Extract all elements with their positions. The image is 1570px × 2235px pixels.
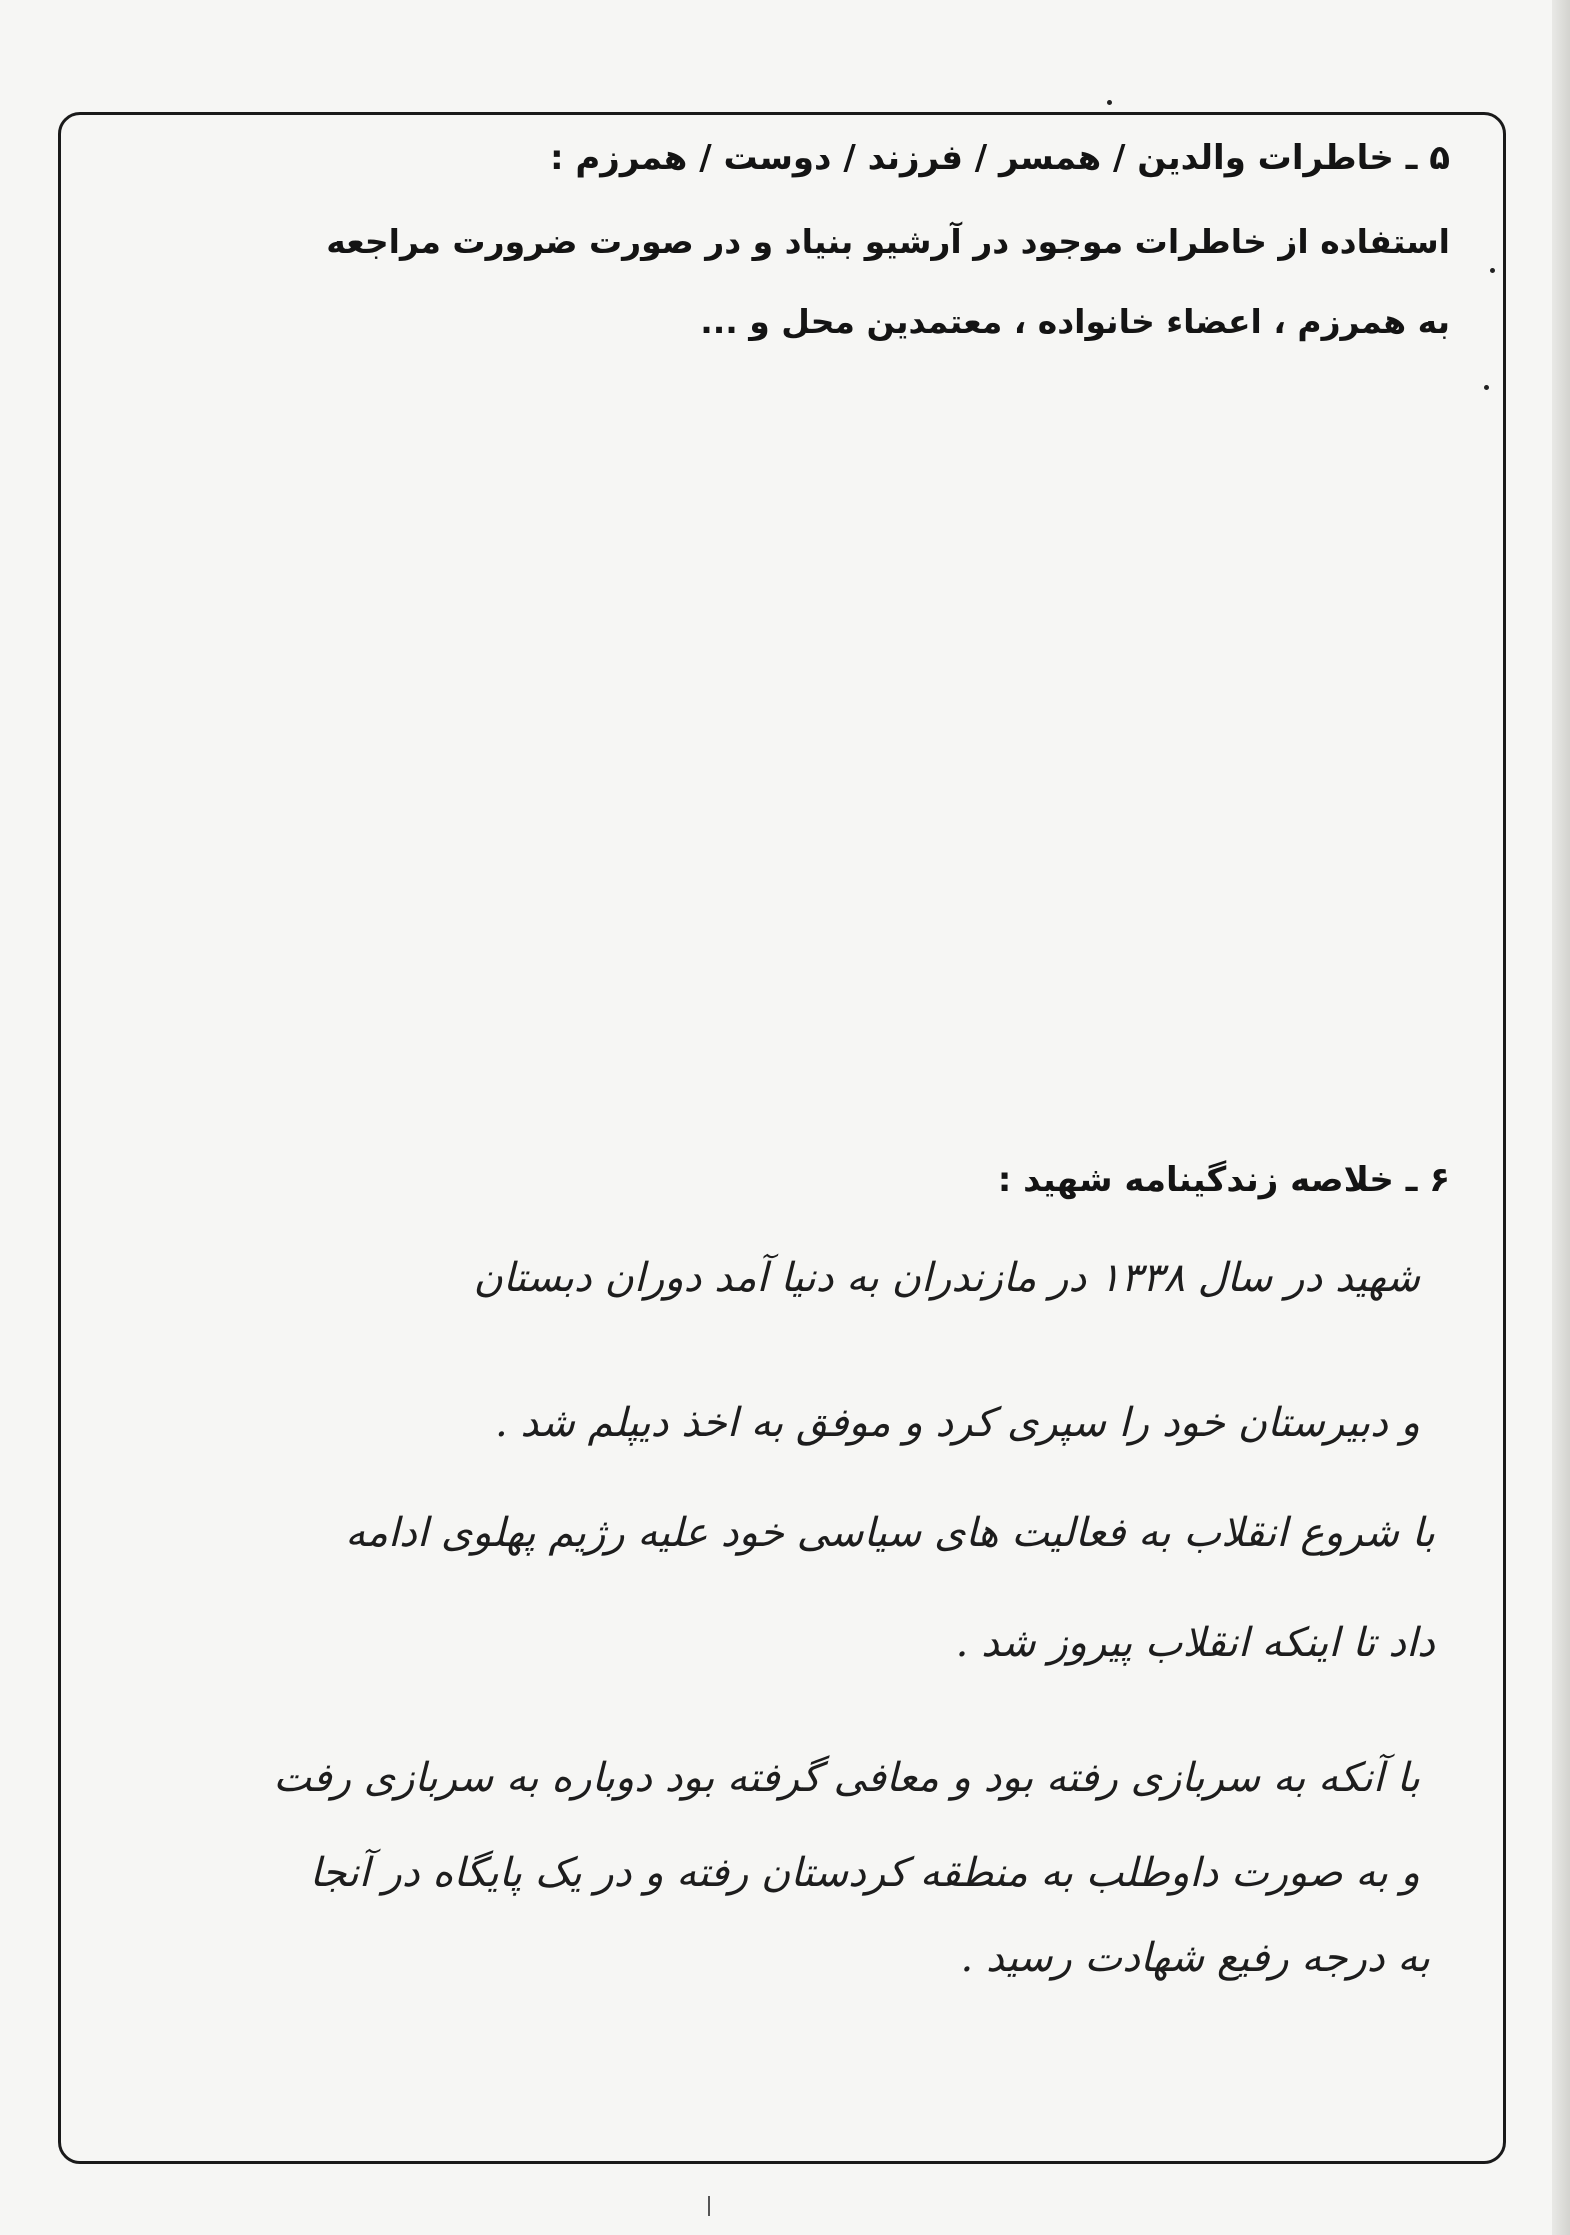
section-5-heading: ۵ ـ خاطرات والدین / همسر / فرزند / دوست / همرزم :	[549, 138, 1450, 178]
scan-speck	[1107, 100, 1112, 105]
section-5-text-line: به همرزم ، اعضاء خانواده ، معتمدین محل و ...	[700, 302, 1450, 341]
handwritten-line: داد تا اینکه انقلاب پیروز شد .	[955, 1620, 1435, 1666]
handwritten-line: به درجه رفیع شهادت رسید .	[960, 1935, 1430, 1981]
scan-mark	[708, 2196, 710, 2216]
section-5-text-line: استفاده از خاطرات موجود در آرشیو بنیاد و در صورت ضرورت مراجعه	[326, 222, 1450, 261]
scan-speck	[1484, 385, 1489, 390]
section-6-heading: ۶ ـ خلاصه زندگینامه شهید :	[997, 1160, 1450, 1200]
handwritten-line: با آنکه به سربازی رفته بود و معافی گرفته بود دوباره به سربازی رفت	[273, 1755, 1420, 1801]
handwritten-line: شهید در سال ۱۳۳۸ در مازندران به دنیا آمد دوران دبستان	[473, 1255, 1420, 1301]
scan-speck	[1490, 268, 1495, 273]
handwritten-line: و دبیرستان خود را سپری کرد و موفق به اخذ دیپلم شد .	[494, 1400, 1420, 1446]
handwritten-line: و به صورت داوطلب به منطقه کردستان رفته و در یک پایگاه در آنجا	[309, 1850, 1420, 1896]
handwritten-line: با شروع انقلاب به فعالیت های سیاسی خود علیه رژیم پهلوی ادامه	[345, 1510, 1435, 1556]
scan-page-edge	[1552, 0, 1570, 2235]
